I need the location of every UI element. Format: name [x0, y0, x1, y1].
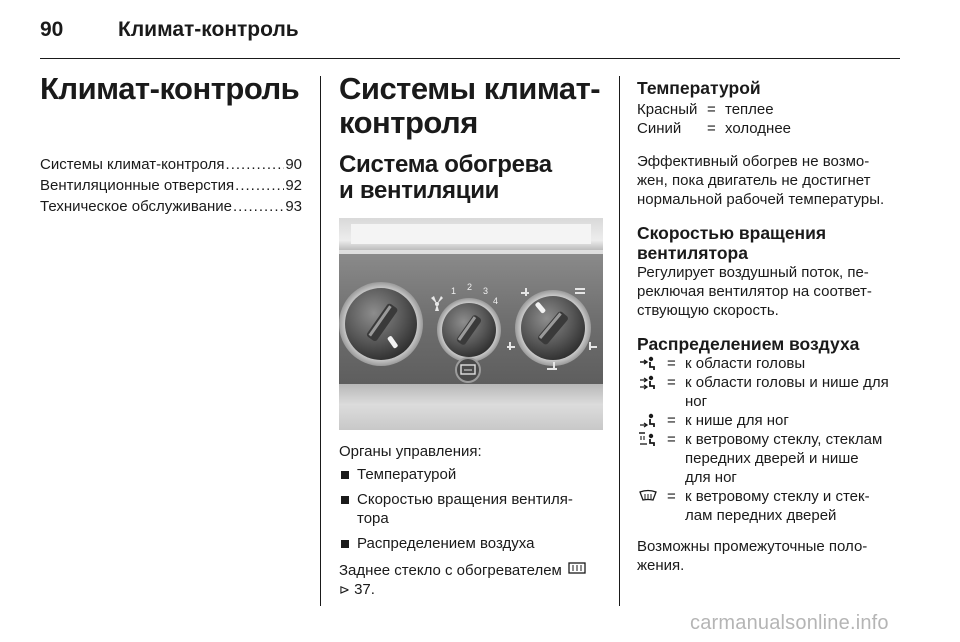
- head-foot-airflow-icon: [637, 374, 659, 390]
- toc-entry-page: 93: [285, 198, 302, 215]
- fan-speed-paragraph: Регулирует воздушный поток, пе- реключая вентилятор на соответ- ствующую скорость.: [637, 264, 872, 319]
- controls-list-item: Распределением воздуха: [339, 534, 603, 553]
- definition-value: к нише для ног: [685, 412, 789, 429]
- panel-controls-drawing: [339, 218, 603, 430]
- rear-defrost-icon: [566, 560, 588, 576]
- air-distribution-definitions: [637, 354, 907, 525]
- page-number: 90: [40, 18, 64, 41]
- controls-intro: Органы управления:: [339, 443, 482, 460]
- rear-window-text: Заднее стекло с обогревателем: [339, 562, 562, 579]
- page-header: [40, 18, 920, 60]
- toc-entry-label: Техническое обслуживание: [40, 198, 232, 215]
- definition-value: холоднее: [725, 120, 791, 137]
- definition-equals: =: [667, 431, 676, 448]
- controls-list-item: Скоростью вращения вентиля- тора: [339, 490, 603, 528]
- rear-window-note: [339, 559, 603, 599]
- definition-equals: =: [707, 101, 716, 118]
- definition-equals: =: [667, 355, 676, 372]
- definition-value: к области головы и нише для ног: [685, 374, 889, 410]
- definition-row: [637, 100, 907, 119]
- toc-leader-dots: [226, 154, 285, 175]
- rear-defrost-button[interactable]: [456, 358, 480, 382]
- air-distribution-heading: Распределением воздуха: [637, 334, 860, 354]
- controls-list: [339, 465, 603, 553]
- definition-key: Красный: [637, 101, 698, 118]
- chapter-column: [40, 72, 302, 217]
- definition-row: [637, 487, 907, 525]
- temperature-definitions: [637, 100, 907, 138]
- page-reference-icon: ⊳: [339, 582, 350, 597]
- toc-entry-page: 92: [285, 177, 302, 194]
- windshield-defrost-icon: [637, 488, 659, 504]
- definition-value: к ветровому стеклу и стек- лам передних дверей: [685, 488, 870, 524]
- toc-leader-dots: [233, 196, 284, 217]
- column-divider-2: [619, 76, 620, 606]
- toc-leader-dots: [235, 175, 284, 196]
- definition-value: к области головы: [685, 355, 806, 372]
- chapter-title: Климат-контроль: [40, 71, 300, 106]
- toc-entry-label: Системы климат-контроля: [40, 156, 225, 173]
- toc-entry-label: Вентиляционные отверстия: [40, 177, 235, 194]
- fan-speed-label: 4: [493, 296, 499, 306]
- definition-value: теплее: [725, 101, 774, 118]
- header-rule: [40, 58, 900, 59]
- fan-speed-label: 2: [467, 282, 473, 292]
- temperature-paragraph: Эффективный обогрев не возмо- жен, пока двигатель не достигнет нормальной рабочей температуры.: [637, 153, 885, 208]
- column-divider-1: [320, 76, 321, 606]
- definition-equals: =: [667, 412, 676, 429]
- controls-description-column: [637, 72, 907, 575]
- fan-icon: [431, 296, 443, 311]
- definition-row: [637, 373, 907, 411]
- definition-equals: =: [667, 488, 676, 505]
- definition-row: [637, 430, 907, 487]
- temperature-knob[interactable]: [339, 282, 423, 366]
- definition-equals: =: [707, 120, 716, 137]
- section-title: [339, 72, 603, 140]
- toc-entry-page: 90: [285, 156, 302, 173]
- systems-column: [339, 72, 603, 599]
- toc-entry[interactable]: [40, 154, 302, 175]
- fan-speed-label: 3: [483, 286, 489, 296]
- fan-speed-knob[interactable]: [437, 298, 501, 362]
- head-airflow-icon: [637, 355, 659, 371]
- toc-entry[interactable]: [40, 196, 302, 217]
- chapter-toc: [40, 154, 302, 217]
- foot-airflow-icon: [637, 412, 659, 428]
- fan-speed-heading: Скоростью вращения вентилятора: [637, 223, 827, 263]
- rear-window-page-ref[interactable]: 37.: [354, 581, 375, 598]
- toc-entry[interactable]: [40, 175, 302, 196]
- section-title-line: контроля: [339, 105, 478, 140]
- section-title-line: Системы климат-: [339, 71, 601, 106]
- air-distribution-knob[interactable]: [515, 290, 591, 366]
- temperature-heading: Температурой: [637, 78, 761, 98]
- subsection-title: [339, 152, 603, 204]
- definition-equals: =: [667, 374, 676, 391]
- definition-row: [637, 411, 907, 430]
- controls-list-item: Температурой: [339, 465, 603, 484]
- closing-paragraph: Возможны промежуточные поло- жения.: [637, 538, 868, 574]
- watermark: carmanualsonline.info: [690, 612, 889, 634]
- definition-row: [637, 354, 907, 373]
- definition-value: к ветровому стеклу, стеклам передних дверей и нише для ног: [685, 431, 883, 486]
- subsection-title-line: Система обогрева: [339, 151, 552, 178]
- windshield-foot-airflow-icon: [637, 431, 659, 447]
- fan-speed-label: 1: [451, 286, 457, 296]
- running-header-title: Климат-контроль: [118, 18, 299, 41]
- definition-row: [637, 119, 907, 138]
- control-panel-photo: [339, 218, 603, 430]
- definition-key: Синий: [637, 120, 682, 137]
- subsection-title-line: и вентиляции: [339, 177, 500, 204]
